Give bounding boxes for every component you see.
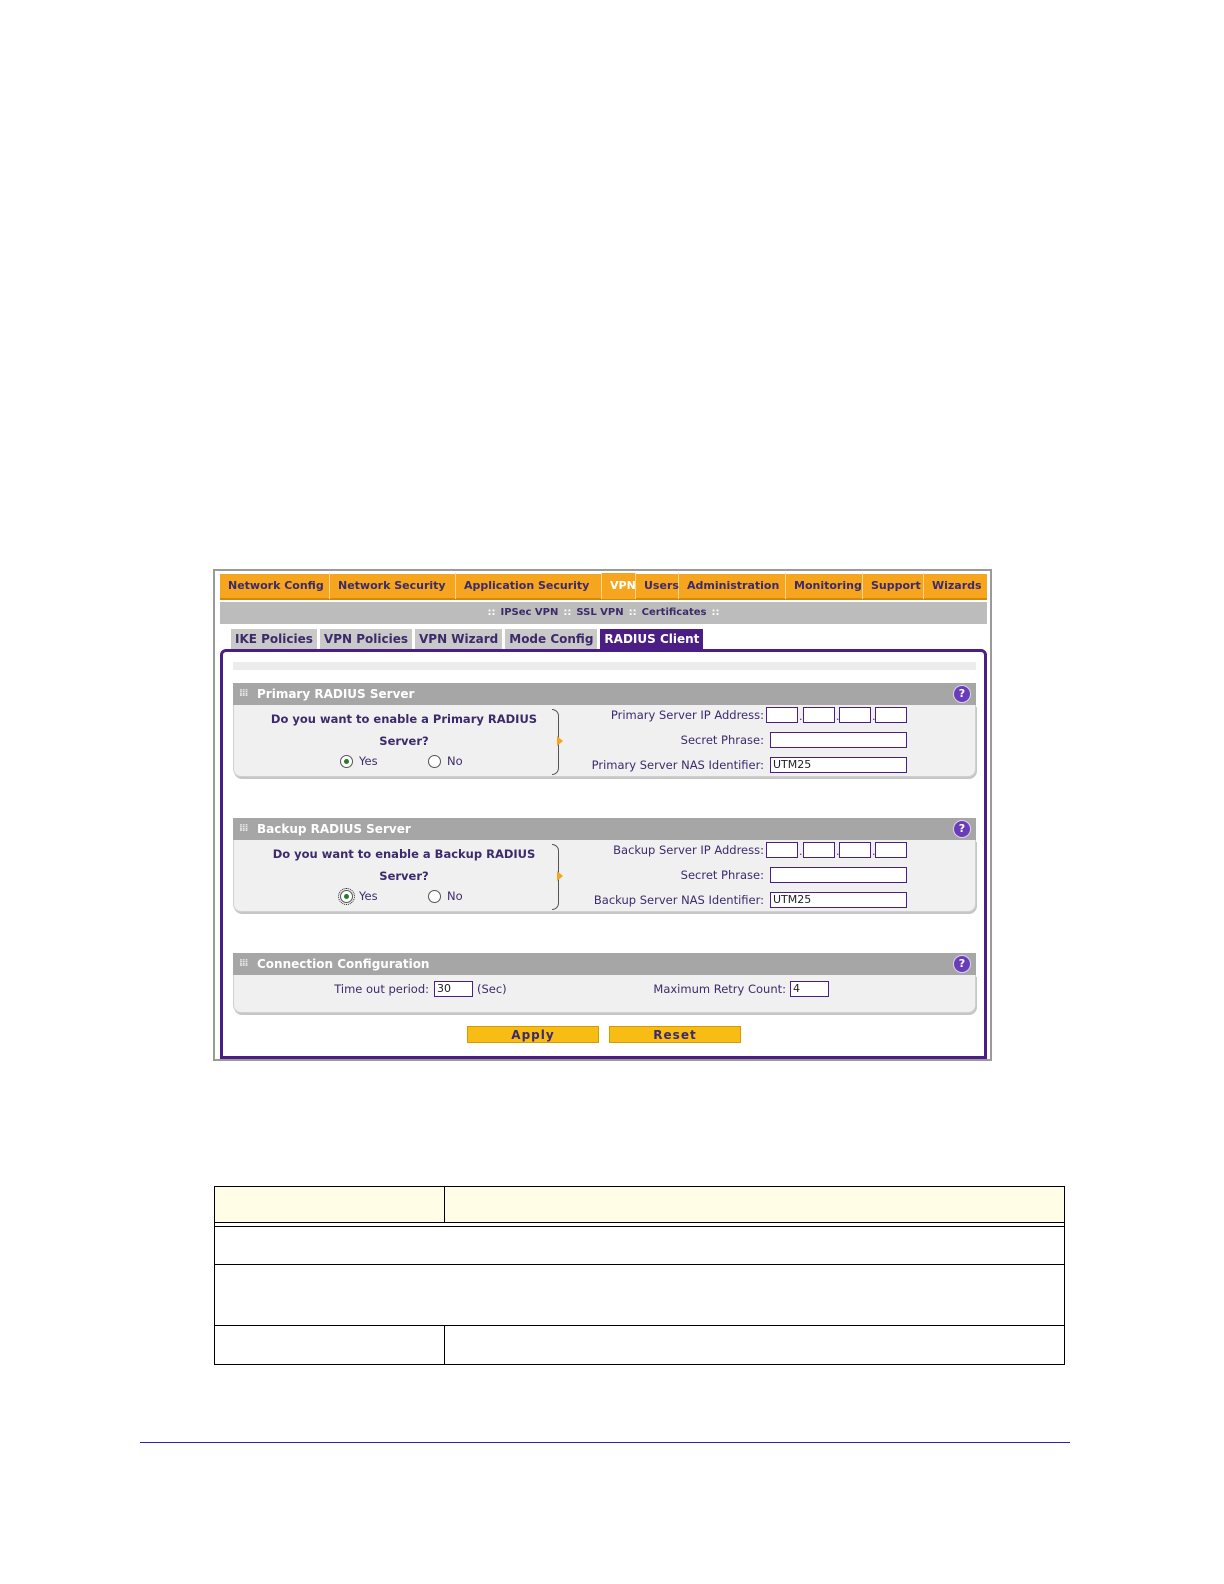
tab-vpn-policies[interactable]: VPN Policies (320, 629, 412, 649)
backup-ip-octet-1[interactable] (766, 842, 798, 858)
screenshot-frame (213, 569, 992, 1061)
primary-nas-label: Primary Server NAS Identifier: (591, 758, 764, 772)
grip-icon: ⁞⁞⁞ (239, 688, 248, 699)
backup-ip-octet-2[interactable] (803, 842, 835, 858)
primary-yes-radio[interactable] (340, 755, 353, 768)
grip-icon: ⁞⁞⁞ (239, 958, 248, 969)
backup-secret-label: Secret Phrase: (680, 868, 764, 882)
timeout-label: Time out period: (334, 982, 429, 996)
bracket-arrow-icon (557, 736, 563, 746)
primary-yes-option[interactable] (340, 754, 378, 768)
nav-network-security[interactable]: Network Security (330, 573, 456, 599)
table-header-row (215, 1187, 1065, 1223)
backup-no-label: No (447, 889, 463, 903)
backup-question: Do you want to enable a Backup RADIUS (272, 847, 536, 861)
sub-navigation: :: IPSec VPN :: SSL VPN :: Certificates :: (220, 602, 987, 624)
subnav-certificates[interactable]: Certificates (641, 607, 707, 618)
help-icon[interactable]: ? (954, 686, 970, 702)
document-table (214, 1186, 1065, 1365)
primary-section-title: Primary RADIUS Server (257, 687, 415, 701)
footer-rule (140, 1442, 1070, 1443)
panel-strip (233, 662, 976, 670)
retry-label: Maximum Retry Count: (653, 982, 786, 996)
subnav-ipsec-vpn[interactable]: IPSec VPN (500, 607, 559, 618)
table-header-cell (445, 1187, 1065, 1223)
backup-yes-radio[interactable] (340, 890, 353, 903)
tab-bar (231, 629, 706, 649)
table-cell (215, 1326, 445, 1365)
bracket-arrow-icon (557, 871, 563, 881)
backup-ip-octet-4[interactable] (875, 842, 907, 858)
primary-ip-octet-2[interactable] (803, 707, 835, 723)
backup-nas-field[interactable]: UTM25 (770, 892, 907, 908)
table-row (215, 1265, 1065, 1326)
nav-support[interactable]: Support (863, 573, 924, 599)
table-row (215, 1326, 1065, 1365)
backup-yes-option[interactable] (340, 889, 378, 903)
primary-ip-octet-1[interactable] (766, 707, 798, 723)
help-icon[interactable]: ? (954, 956, 970, 972)
primary-question: Do you want to enable a Primary RADIUS (270, 712, 538, 726)
reset-button[interactable]: Reset (609, 1026, 741, 1043)
backup-ip-octet-3[interactable] (839, 842, 871, 858)
primary-section-header (233, 683, 976, 705)
tab-mode-config[interactable]: Mode Config (505, 629, 597, 649)
connection-section-header (233, 953, 976, 975)
primary-ip-octet-3[interactable] (839, 707, 871, 723)
primary-secret-label: Secret Phrase: (680, 733, 764, 747)
nav-wizards[interactable]: Wizards (932, 579, 982, 592)
primary-no-option[interactable] (428, 754, 463, 768)
top-navigation (220, 574, 987, 600)
backup-no-option[interactable] (428, 889, 463, 903)
primary-section-body: Do you want to enable a Primary RADIUS Server? Yes No Primary Server IP Address: . . . Secret Phrase: Primary Server NAS Identifier: UTM25 (233, 705, 976, 777)
nav-administration[interactable]: Administration (679, 573, 786, 599)
primary-yes-label: Yes (359, 754, 378, 768)
nav-monitoring[interactable]: Monitoring (786, 573, 863, 599)
backup-section-title: Backup RADIUS Server (257, 822, 411, 836)
primary-secret-field[interactable] (770, 732, 907, 748)
backup-secret-field[interactable] (770, 867, 907, 883)
apply-button[interactable]: Apply (467, 1026, 599, 1043)
backup-yes-label: Yes (359, 889, 378, 903)
backup-question-cont: Server? (379, 869, 429, 883)
primary-no-radio[interactable] (428, 755, 441, 768)
backup-nas-label: Backup Server NAS Identifier: (593, 893, 764, 907)
connection-section-title: Connection Configuration (257, 957, 430, 971)
tab-vpn-wizard[interactable]: VPN Wizard (415, 629, 502, 649)
primary-ip-octet-4[interactable] (875, 707, 907, 723)
connection-section-body (233, 975, 976, 1013)
nav-vpn[interactable]: VPN (602, 573, 636, 599)
nav-network-config[interactable]: Network Config (220, 573, 330, 599)
primary-nas-field[interactable]: UTM25 (770, 757, 907, 773)
backup-ip-label: Backup Server IP Address: (613, 843, 764, 857)
content-panel (220, 649, 987, 1059)
grip-icon: ⁞⁞⁞ (239, 823, 248, 834)
subnav-ssl-vpn[interactable]: SSL VPN (576, 607, 624, 618)
retry-field[interactable]: 4 (790, 981, 829, 997)
timeout-unit: (Sec) (477, 982, 507, 996)
help-icon[interactable]: ? (954, 821, 970, 837)
nav-application-security[interactable]: Application Security (456, 573, 602, 599)
primary-no-label: No (447, 754, 463, 768)
table-cell (445, 1326, 1065, 1365)
tab-ike-policies[interactable]: IKE Policies (231, 629, 317, 649)
backup-section-body: Do you want to enable a Backup RADIUS Server? Yes No Backup Server IP Address: . . . Secret Phrase: Backup Server NAS Identifier: UTM25 (233, 840, 976, 912)
tab-radius-client[interactable]: RADIUS Client (600, 629, 703, 649)
primary-ip-label: Primary Server IP Address: (610, 708, 764, 722)
table-row (215, 1227, 1065, 1265)
table-header-cell (215, 1187, 445, 1223)
nav-users[interactable]: Users (636, 573, 679, 599)
backup-no-radio[interactable] (428, 890, 441, 903)
backup-section-header (233, 818, 976, 840)
timeout-field[interactable]: 30 (434, 981, 473, 997)
primary-question-cont: Server? (379, 734, 429, 748)
